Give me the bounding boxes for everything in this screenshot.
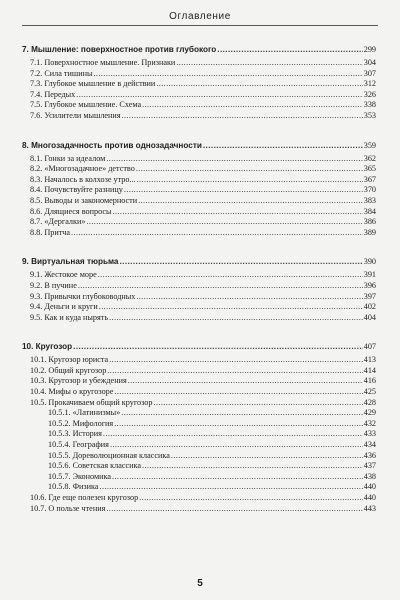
entry-title: 8.5. Выводы и закономерности [30, 195, 138, 205]
dot-leader [142, 461, 363, 472]
dot-leader [114, 419, 363, 430]
entry-title: 10.2. Общий кругозор [30, 365, 107, 375]
entry-title: 10.3. Кругозор и убеждения [30, 376, 127, 386]
dot-leader [98, 270, 363, 281]
entry-page-number: 437 [363, 461, 376, 471]
entry-title: 10.5. Прокачиваем общий кругозор [30, 397, 153, 407]
entry-page-number: 391 [363, 270, 376, 280]
subsubsection-entry [22, 429, 376, 440]
entry-page-number: 299 [363, 45, 376, 54]
subsection-entry [22, 366, 376, 377]
entry-page-number: 438 [363, 471, 376, 481]
subsection-entry [22, 270, 376, 281]
subsection-entry [22, 100, 376, 111]
entry-title: 7.3. Глубокое мышление в действии [30, 79, 156, 89]
dot-leader [124, 185, 363, 196]
entry-page-number: 428 [363, 397, 376, 407]
entry-page-number: 433 [363, 429, 376, 439]
entry-page-number: 390 [363, 257, 376, 267]
subsubsection-entry [22, 461, 376, 472]
subsection-entry [22, 58, 376, 69]
dot-leader [121, 408, 362, 419]
entry-title: 10.6. Где еще полезен кругозор [30, 493, 139, 502]
subsection-entry [22, 69, 376, 80]
subsection-entry [22, 493, 376, 504]
dot-leader [103, 429, 363, 440]
subsection-entry [22, 196, 376, 207]
subsection-entry [22, 90, 376, 101]
entry-title: 7. Мышление: поверхностное против глубокого [22, 45, 217, 54]
entry-page-number: 404 [363, 312, 376, 322]
dot-leader [139, 493, 363, 504]
dot-leader [176, 58, 362, 69]
entry-title: 7.4. Передых [30, 89, 76, 99]
subsection-entry [22, 302, 376, 313]
entry-title: 9. Виртуальная тюрьма [22, 257, 119, 267]
subsubsection-entry [22, 472, 376, 483]
entry-title: 9.5. Как и куда нырять [30, 312, 109, 322]
toc-section [22, 256, 376, 323]
entry-page-number: 359 [363, 140, 376, 150]
dot-leader [128, 376, 363, 387]
entry-page-number: 367 [363, 174, 376, 184]
entry-page-number: 432 [363, 418, 376, 428]
subsection-entry [22, 387, 376, 398]
subsection-entry [22, 355, 376, 366]
entry-title: 8.6. Длящиеся вопросы [30, 206, 112, 216]
entry-title: 10.5.5. Дореволюционная классика [48, 450, 170, 460]
subsection-entry [22, 398, 376, 409]
subsection-entry [22, 281, 376, 292]
subsubsection-entry [22, 451, 376, 462]
subsection-entry [22, 313, 376, 324]
subsection-entry [22, 292, 376, 303]
running-header: Оглавление [169, 11, 231, 22]
dot-leader [113, 207, 363, 218]
subsection-entry [22, 79, 376, 90]
toc-section [22, 140, 376, 239]
entry-page-number: 362 [363, 153, 376, 163]
subsection-entry [22, 164, 376, 175]
subsection-entry [22, 504, 376, 515]
dot-leader [217, 44, 362, 55]
entry-title: 7.1. Поверхностное мышление. Признаки [30, 58, 176, 67]
subsubsection-entry [22, 408, 376, 419]
dot-leader [110, 440, 363, 451]
entry-page-number: 440 [363, 493, 376, 502]
entry-title: 9.1. Жестокое море [30, 270, 97, 280]
entry-title: 10.5.6. Советская классика [48, 461, 142, 471]
dot-leader [122, 111, 363, 122]
dot-leader [136, 292, 362, 303]
dot-leader [93, 69, 362, 80]
dot-leader [137, 175, 363, 186]
entry-page-number: 443 [363, 503, 376, 513]
entry-page-number: 396 [363, 280, 376, 290]
dot-leader [203, 140, 363, 151]
entry-title: 10.7. О пользе чтения [30, 503, 106, 513]
entry-title: 10.5.4. География [48, 440, 109, 450]
entry-title: 7.5. Глубокое мышление. Схема [30, 100, 142, 110]
entry-title: 8.4. Почувствуйте разницу [30, 185, 123, 195]
dot-leader [154, 398, 363, 409]
dot-leader [156, 79, 362, 90]
entry-page-number: 304 [363, 58, 376, 67]
entry-page-number: 383 [363, 195, 376, 205]
dot-leader [76, 90, 362, 101]
entry-page-number: 386 [363, 217, 376, 227]
entry-title: 9.4. Деньги и круги [30, 302, 98, 312]
entry-page-number: 425 [363, 387, 376, 397]
dot-leader [138, 196, 363, 207]
entry-page-number: 338 [363, 100, 376, 110]
dot-leader [99, 302, 363, 313]
subsubsection-entry [22, 482, 376, 493]
dot-leader [114, 387, 362, 398]
chapter-entry [22, 341, 376, 352]
entry-title: 10.5.2. Мифология [48, 418, 114, 428]
entry-page-number: 326 [363, 89, 376, 99]
subsection-entry [22, 175, 376, 186]
toc-section [22, 341, 376, 514]
entry-page-number: 429 [363, 408, 376, 418]
toc-section [22, 44, 376, 122]
entry-title: 9.3. Привычки глубоководных [30, 291, 136, 301]
dot-leader [136, 164, 363, 175]
entry-page-number: 389 [363, 227, 376, 237]
entry-page-number: 384 [363, 206, 376, 216]
dot-leader [86, 217, 362, 228]
subsection-entry [22, 228, 376, 239]
dot-leader [109, 313, 363, 324]
entry-title: 7.2. Сила тишины [30, 68, 93, 78]
entry-page-number: 413 [363, 355, 376, 365]
table-of-contents [22, 44, 376, 532]
entry-title: 10.5.3. История [48, 429, 102, 439]
entry-page-number: 436 [363, 450, 376, 460]
entry-title: 8.7. «Дергалки» [30, 217, 86, 227]
entry-title: 9.2. В пучине [30, 280, 77, 290]
entry-page-number: 440 [363, 482, 376, 492]
entry-title: 8.3. Началось в колхозе утро... [30, 174, 136, 184]
entry-page-number: 416 [363, 376, 376, 386]
dot-leader [112, 472, 363, 483]
entry-page-number: 353 [363, 110, 376, 120]
subsubsection-entry [22, 419, 376, 430]
dot-leader [73, 341, 363, 352]
entry-title: 10.5.7. Экономика [48, 471, 111, 481]
subsection-entry [22, 376, 376, 387]
chapter-entry [22, 256, 376, 267]
entry-page-number: 434 [363, 440, 376, 450]
entry-title: 8.1. Гонки за идеалом [30, 153, 106, 163]
dot-leader [106, 154, 362, 165]
entry-title: 10.4. Мифы о кругозоре [30, 387, 114, 397]
entry-title: 10.5.1. «Латинизмы» [48, 408, 121, 418]
subsection-entry [22, 185, 376, 196]
header-rule [22, 25, 378, 26]
entry-title: 10.5.8. Физика [48, 482, 99, 492]
dot-leader [119, 256, 362, 267]
subsubsection-entry [22, 440, 376, 451]
chapter-entry [22, 44, 376, 55]
subsection-entry [22, 111, 376, 122]
entry-title: 10.1. Кругозор юриста [30, 355, 109, 365]
entry-title: 8.2. «Многозадачное» детство [30, 164, 135, 174]
entry-page-number: 397 [363, 291, 376, 301]
entry-title: 7.6. Усилители мышления [30, 110, 121, 120]
entry-title: 8. Многозадачность против однозадачности [22, 140, 202, 150]
entry-title: 10. Кругозор [22, 342, 73, 352]
page-number: 5 [197, 578, 203, 589]
entry-page-number: 407 [363, 342, 376, 352]
entry-page-number: 365 [363, 164, 376, 174]
entry-page-number: 414 [363, 365, 376, 375]
dot-leader [142, 100, 363, 111]
dot-leader [109, 355, 363, 366]
subsection-entry [22, 217, 376, 228]
subsection-entry [22, 154, 376, 165]
chapter-entry [22, 140, 376, 151]
entry-page-number: 370 [363, 185, 376, 195]
subsection-entry [22, 207, 376, 218]
dot-leader [71, 228, 363, 239]
dot-leader [106, 504, 362, 515]
entry-page-number: 402 [363, 302, 376, 312]
dot-leader [171, 451, 363, 462]
dot-leader [107, 366, 362, 377]
dot-leader [78, 281, 363, 292]
dot-leader [100, 482, 363, 493]
entry-page-number: 307 [363, 68, 376, 78]
entry-title: 8.8. Притча [30, 227, 71, 237]
entry-page-number: 312 [363, 79, 376, 89]
